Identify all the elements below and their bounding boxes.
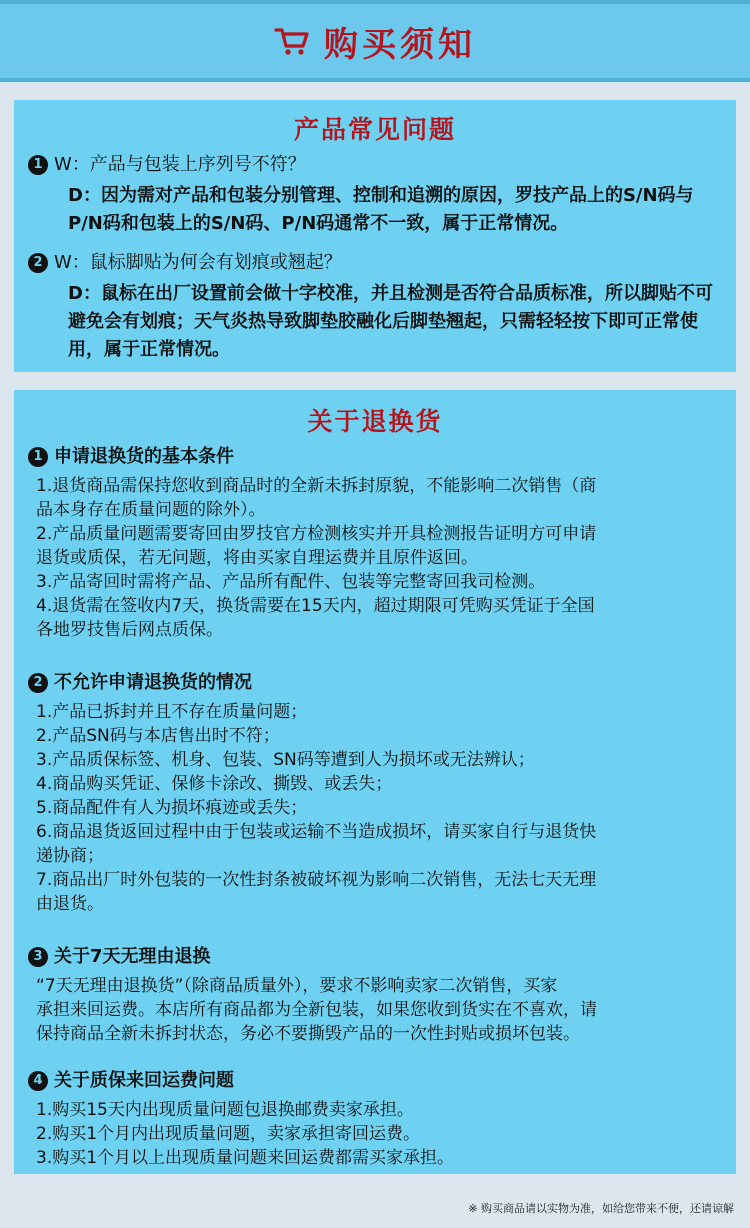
list-item: 2.产品质量问题需要寄回由罗技官方检测核实并开具检测报告证明方可申请 xyxy=(36,524,597,544)
list-item: 4.退货需在签收内7天，换货需要在15天内，超过期限可凭购买凭证于全国 xyxy=(36,596,595,616)
list-item: 3.购买1个月以上出现质量问题来回运费都需买家承担。 xyxy=(36,1148,455,1168)
number-badge: 1 xyxy=(28,155,48,175)
section-heading: 关于质保来回运费问题 xyxy=(54,1070,234,1091)
section-heading: 关于7天无理由退换 xyxy=(54,946,211,967)
returns-title: 关于退换货 xyxy=(307,407,443,436)
number-badge: 3 xyxy=(28,947,48,967)
list-item: 2.购买1个月内出现质量问题，卖家承担寄回运费。 xyxy=(36,1124,421,1144)
footnote: ※ 购买商品请以实物为准，如给您带来不便，还请谅解 xyxy=(468,1202,734,1215)
section-heading: 申请退换货的基本条件 xyxy=(54,446,234,467)
list-item: “7天无理由退换货”（除商品质量外），要求不影响卖家二次销售，买家 xyxy=(36,976,558,996)
list-item: 4.商品购买凭证、保修卡涂改、撕毁、或丢失； xyxy=(36,774,393,794)
list-item: 由退货。 xyxy=(36,894,104,914)
list-item: 5.商品配件有人为损坏痕迹或丢失； xyxy=(36,798,308,818)
list-item: 6.商品退货返回过程中由于包装或运输不当造成损坏，请买家自行与退货快 xyxy=(36,822,597,842)
list-item: 1.购买15天内出现质量问题包退换邮费卖家承担。 xyxy=(36,1100,414,1120)
page-title: 购买须知 xyxy=(324,24,476,65)
list-item: 递协商； xyxy=(36,846,104,866)
list-item: 1.产品已拆封并且不存在质量问题； xyxy=(36,702,308,722)
number-badge: 1 xyxy=(28,447,48,467)
list-item: 3.产品寄回时需将产品、产品所有配件、包装等完整寄回我司检测。 xyxy=(36,572,546,592)
number-badge: 4 xyxy=(28,1071,48,1091)
cart-icon xyxy=(274,26,310,56)
number-badge: 2 xyxy=(28,253,48,273)
faq-title: 产品常见问题 xyxy=(293,115,456,144)
section-heading: 不允许申请退换货的情况 xyxy=(54,672,252,693)
faq-question: W：产品与包装上序列号不符？ xyxy=(54,154,306,175)
returns-section-1 xyxy=(14,444,736,642)
faq-question: W：鼠标脚贴为何会有划痕或翘起？ xyxy=(54,252,342,273)
list-item: 品本身存在质量问题的除外）。 xyxy=(36,500,266,520)
faq-item-1 xyxy=(14,152,736,238)
list-item: 1.退货商品需保持您收到商品时的全新未拆封原貌，不能影响二次销售（商 xyxy=(36,476,597,496)
list-item: 承担来回运费。本店所有商品都为全新包装，如果您收到货实在不喜欢，请 xyxy=(36,1000,597,1020)
list-item: 7.商品出厂时外包装的一次性封条被破坏视为影响二次销售，无法七天无理 xyxy=(36,870,597,890)
returns-section-3 xyxy=(14,944,736,1046)
list-item: 各地罗技售后网点质保。 xyxy=(36,620,223,640)
list-item: 退货或质保，若无问题，将由买家自理运费并且原件返回。 xyxy=(36,548,478,568)
list-item: 3.产品质保标签、机身、包装、SN码等遭到人为损坏或无法辨认； xyxy=(36,750,535,770)
returns-section-2 xyxy=(14,670,736,916)
returns-section-4 xyxy=(14,1068,736,1170)
number-badge: 2 xyxy=(28,673,48,693)
faq-answer: D：鼠标在出厂设置前会做十字校准，并且检测是否符合品质标准，所以脚贴不可避免会有划痕；天气炎热导致脚垫胶融化后脚垫翘起，只需轻轻按下即可正常使用，属于正常情况。 xyxy=(68,283,713,360)
faq-answer: D：因为需对产品和包装分别管理、控制和追溯的原因，罗技产品上的S/N码与P/N码和包装上的S/N码、P/N码通常不一致，属于正常情况。 xyxy=(68,185,694,234)
header-banner xyxy=(0,0,750,82)
faq-item-2 xyxy=(14,250,736,364)
returns-panel xyxy=(14,390,736,1174)
faq-panel xyxy=(14,100,736,372)
list-item: 保持商品全新未拆封状态，务必不要撕毁产品的一次性封贴或损坏包装。 xyxy=(36,1024,580,1044)
list-item: 2.产品SN码与本店售出时不符； xyxy=(36,726,280,746)
